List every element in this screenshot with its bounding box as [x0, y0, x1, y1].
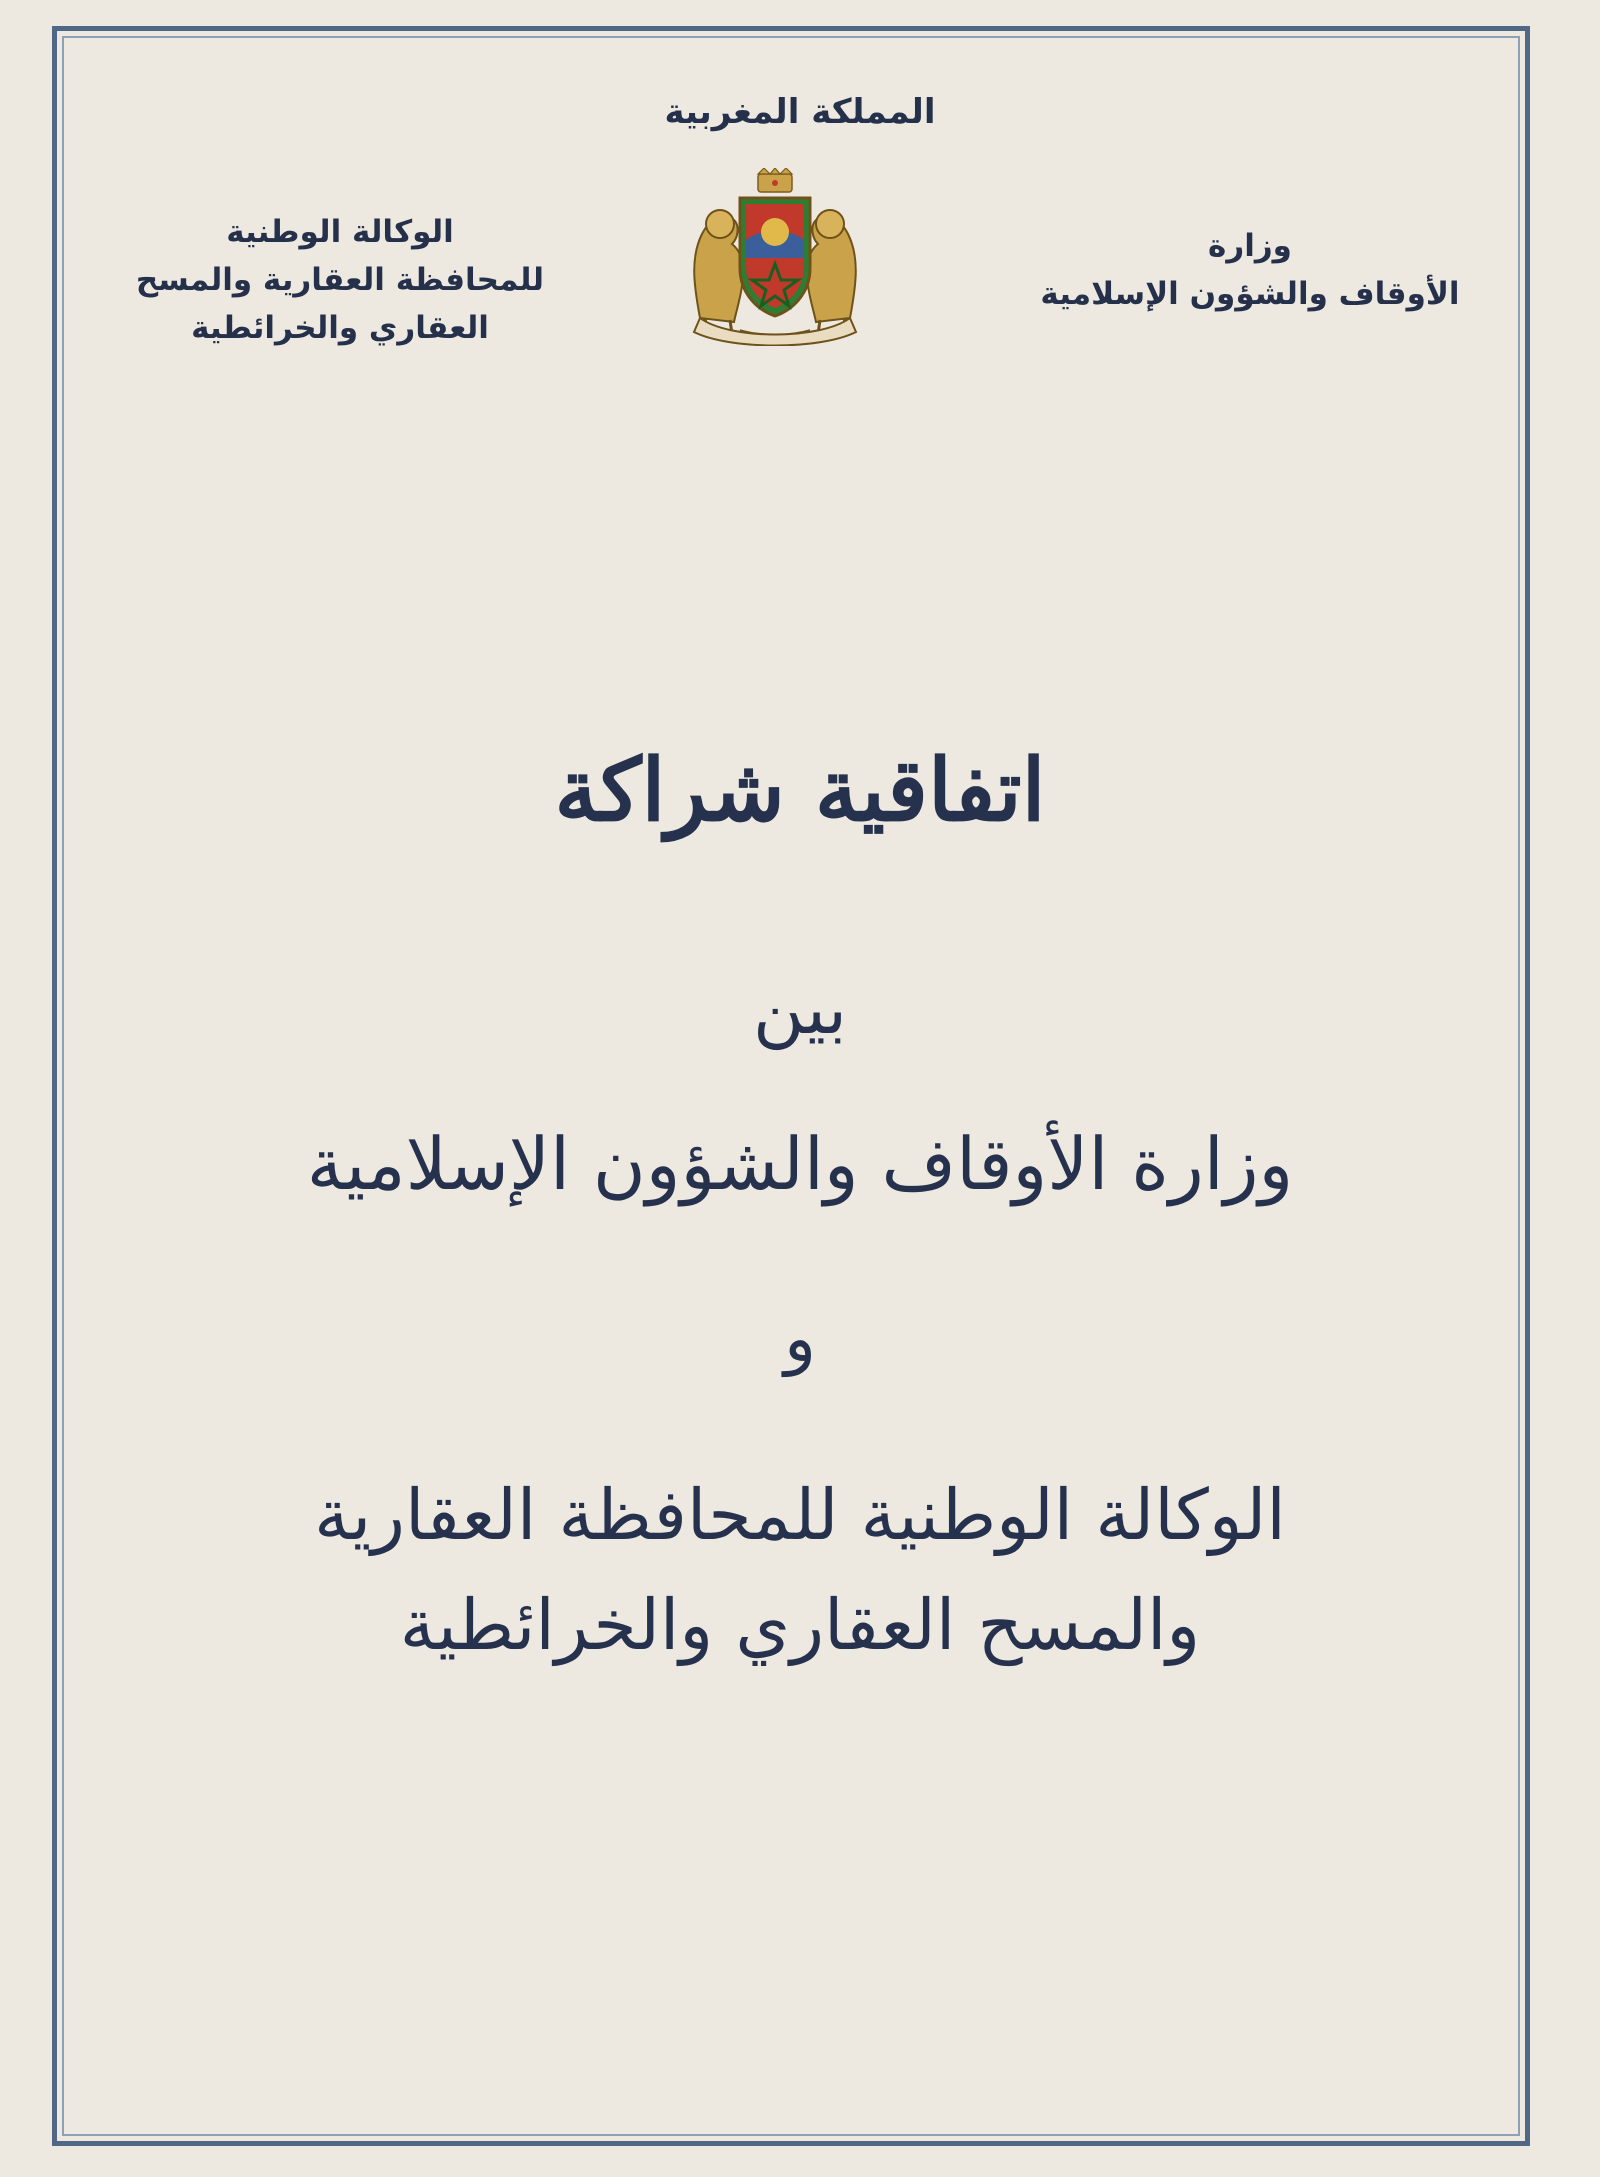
left-lion-icon [694, 210, 743, 334]
ministry-header-block [1000, 222, 1500, 318]
agency-header-line-2: للمحافظة العقارية والمسح [135, 262, 545, 298]
ministry-header-line-2: الأوقاف والشؤون الإسلامية [1040, 276, 1460, 312]
agency-header-line-3: العقاري والخرائطية [191, 310, 489, 346]
moroccan-coat-of-arms-icon [680, 168, 870, 346]
shield-icon [740, 198, 810, 316]
between-word: بين [753, 968, 847, 1050]
ministry-header-line-1: وزارة [1208, 228, 1292, 264]
second-party-name [150, 1460, 1450, 1680]
second-party-line-1: الوكالة الوطنية للمحافظة العقارية [314, 1474, 1286, 1556]
document-title: اتفاقية شراكة [554, 740, 1046, 841]
ribbon-banner-icon [694, 318, 856, 346]
right-lion-icon [806, 210, 855, 334]
second-party-line-2: والمسح العقاري والخرائطية [399, 1584, 1201, 1666]
agency-header-block [120, 208, 560, 352]
conjunction-and: و [784, 1300, 816, 1377]
kingdom-heading: المملكة المغربية [664, 92, 936, 132]
first-party-name: وزارة الأوقاف والشؤون الإسلامية [306, 1122, 1294, 1206]
crown-icon [758, 168, 792, 192]
agency-header-line-1: الوكالة الوطنية [226, 214, 454, 250]
